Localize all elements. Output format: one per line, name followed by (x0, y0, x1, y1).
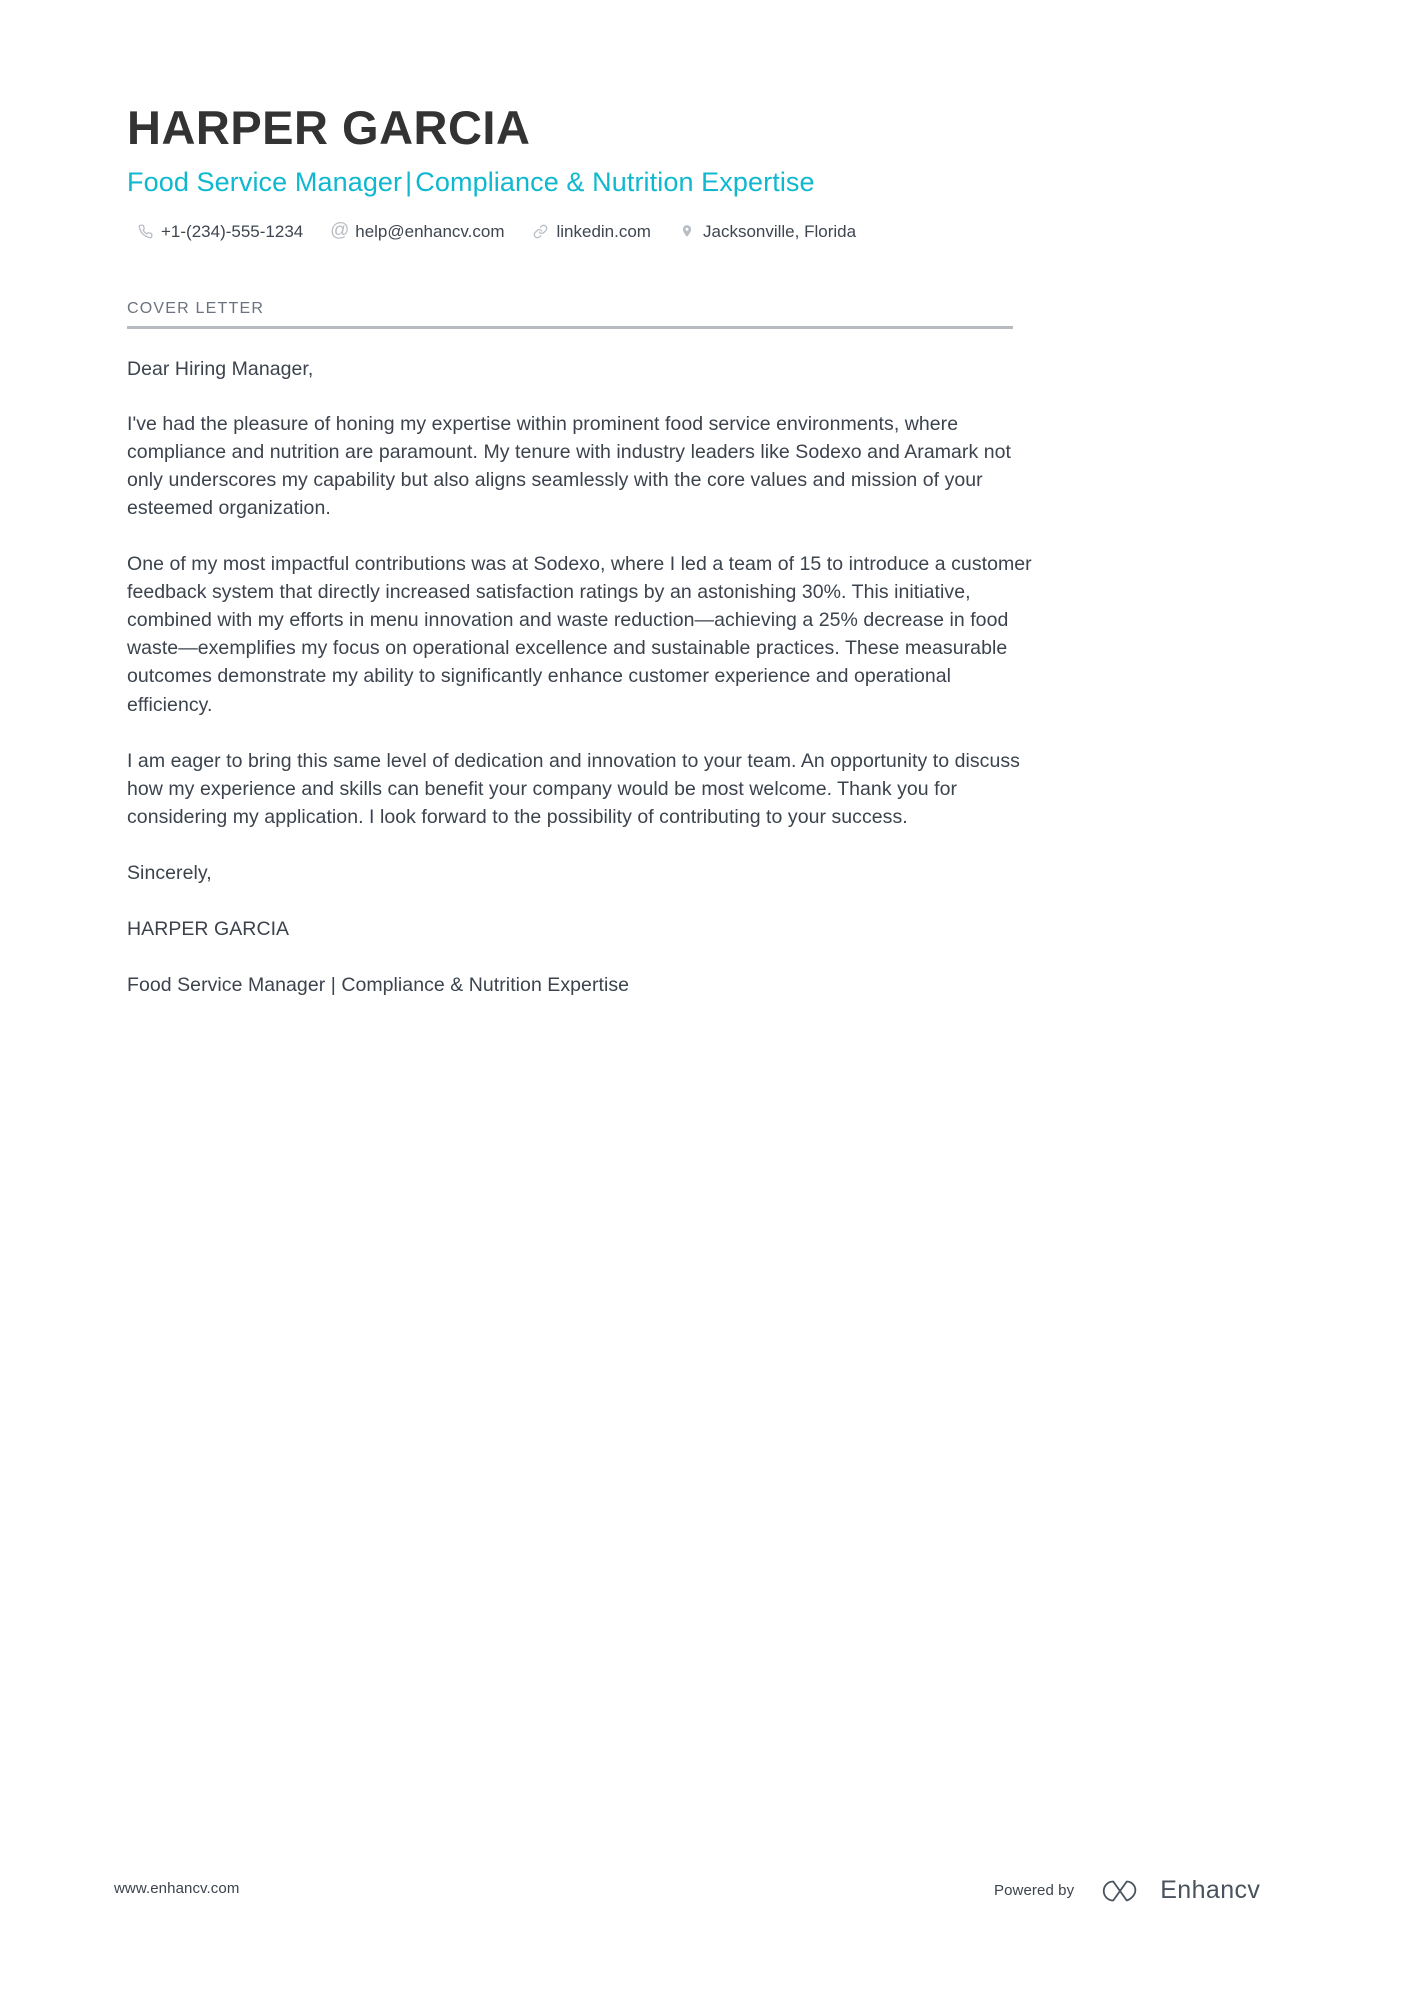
headline-right: Compliance & Nutrition Expertise (415, 167, 815, 198)
contact-details-row (127, 219, 1283, 241)
contact-phone[interactable] (137, 223, 303, 240)
contact-phone-value: +1-(234)-555-1234 (161, 221, 304, 241)
contact-location (679, 223, 856, 240)
contact-linkedin-value: linkedin.com (556, 221, 651, 241)
letter-paragraph-1: I've had the pleasure of honing my expertise within prominent food service environments, where compliance and nutrition are paramount. My tenure with industry leaders like Sodexo and Aramark not only underscores my capability but also aligns seamlessly with the core values and mission of your esteemed organization. (127, 412, 1012, 520)
footer-website-url[interactable]: www.enhancv.com (114, 1880, 240, 1897)
contact-linkedin[interactable] (532, 223, 651, 240)
email-icon: @ (330, 219, 350, 241)
letter-paragraph-2: One of my most impactful contributions was at Sodexo, where I led a team of 15 to introduce a customer feedback system that directly increased satisfaction ratings by an astonishing 30%. This initiative, combined with my efforts in menu innovation and waste reduction—achieving a 25% decrease in food waste—exemplifies my focus on operational excellence and sustainable practices. These measurable outcomes demonstrate my ability to significantly enhance customer experience and operational efficiency. (127, 553, 1032, 716)
cover-letter-section (127, 300, 1283, 999)
contact-location-value: Jacksonville, Florida (702, 221, 857, 241)
document-header (127, 0, 1283, 240)
footer-branding (994, 1876, 1260, 1905)
contact-email[interactable] (330, 219, 505, 241)
page-title: HARPER GARCIA (127, 101, 531, 154)
phone-icon (137, 223, 154, 240)
contact-email-value: help@enhancv.com (355, 221, 505, 241)
headline-separator: | (405, 167, 413, 198)
headline-left: Food Service Manager (127, 167, 403, 198)
section-heading: COVER LETTER (127, 299, 265, 317)
letter-signature-name: HARPER GARCIA (127, 917, 290, 940)
letter-body (127, 355, 1035, 999)
professional-headline (127, 166, 1283, 198)
enhancv-logo-icon (1092, 1877, 1148, 1905)
letter-paragraph-3: I am eager to bring this same level of dedication and innovation to your team. An opportunity to discuss how my experience and skills can benefit your company would be most welcome. Thank you for considering my application. I look forward to the possibility of contributing to your success. (127, 749, 1020, 828)
link-icon (532, 223, 549, 240)
letter-salutation: Dear Hiring Manager, (127, 357, 314, 380)
enhancv-brand-name: Enhancv (1160, 1876, 1261, 1904)
powered-by-label: Powered by (994, 1882, 1075, 1899)
page-content (127, 0, 1283, 1027)
page-footer (114, 1876, 1410, 1904)
letter-signature-title: Food Service Manager | Compliance & Nutrition Expertise (127, 973, 630, 996)
section-divider (127, 326, 1013, 329)
letter-closing: Sincerely, (127, 861, 212, 884)
location-pin-icon (679, 223, 696, 240)
